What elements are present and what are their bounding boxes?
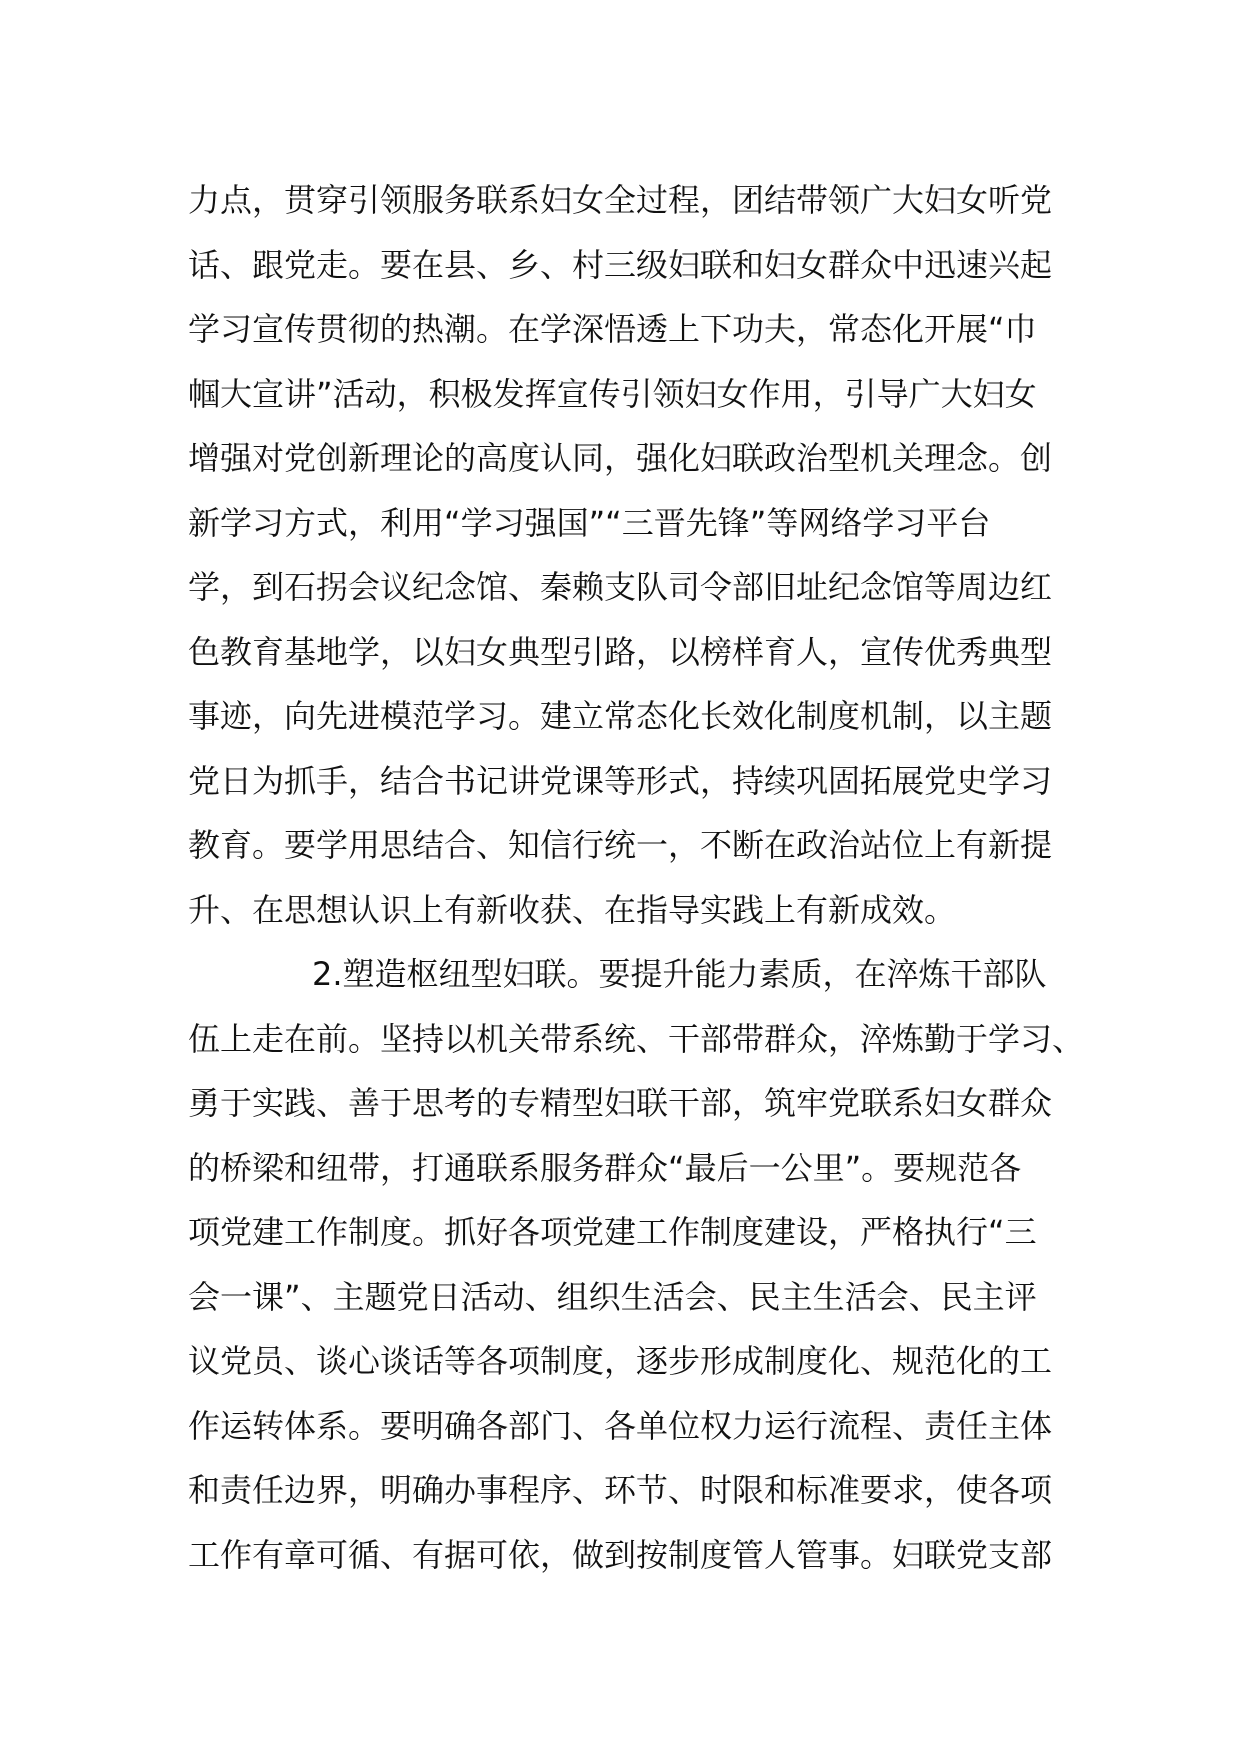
text-line: 工作有章可循、有据可依，做到按制度管人管事。妇联党支部	[188, 1535, 1053, 1574]
text-line: 力点，贯穿引领服务联系妇女全过程，团结带领广大妇女听党	[188, 181, 1053, 219]
text-line: 勇于实践、善于思考的专精型妇联干部，筑牢党联系妇女群众	[188, 1084, 1053, 1122]
text-line: 色教育基地学，以妇女典型引路，以榜样育人，宣传优秀典型	[188, 632, 1053, 671]
text-line: 作运转体系。要明确各部门、各单位权力运行流程、责任主体	[188, 1406, 1053, 1445]
text-line: 和责任边界，明确办事程序、环节、时限和标准要求，使各项	[188, 1471, 1053, 1509]
text-line: 项党建工作制度。抓好各项党建工作制度建设，严格执行“三	[188, 1213, 1037, 1251]
text-line: 伍上走在前。坚持以机关带系统、干部带群众，淬炼勤于学习、	[188, 1019, 1085, 1058]
text-line: 升、在思想认识上有新收获、在指导实践上有新成效。	[188, 890, 957, 929]
body-text	[188, 168, 1085, 1587]
text-line: 党日为抓手，结合书记讲党课等形式，持续巩固拓展党史学习	[188, 761, 1053, 800]
text-line: 教育。要学用思结合、知信行统一，不断在政治站位上有新提	[188, 826, 1053, 864]
text-line: 帼大宣讲”活动，积极发挥宣传引领妇女作用，引导广大妇女	[188, 374, 1037, 413]
text-line: 学习宣传贯彻的热潮。在学深悟透上下功夫，常态化开展“巾	[188, 310, 1037, 348]
text-line: 学，到石拐会议纪念馆、秦赖支队司令部旧址纪念馆等周边红	[188, 568, 1053, 606]
text-line: 话、跟党走。要在县、乡、村三级妇联和妇女群众中迅速兴起	[188, 245, 1053, 284]
text-line: 新学习方式，利用“学习强国”“三晋先锋”等网络学习平台	[188, 503, 991, 542]
paragraph-start-line: 2.塑造枢纽型妇联。要提升能力素质，在淬炼干部队	[312, 955, 1047, 993]
text-line: 增强对党创新理论的高度认同，强化妇联政治型机关理念。创	[188, 439, 1053, 477]
text-line: 的桥梁和纽带，打通联系服务群众“最后一公里”。要规范各	[188, 1148, 1022, 1187]
text-line: 事迹，向先进模范学习。建立常态化长效化制度机制，以主题	[188, 697, 1053, 735]
text-line: 议党员、谈心谈话等各项制度，逐步形成制度化、规范化的工	[188, 1342, 1053, 1380]
text-line: 会一课”、主题党日活动、组织生活会、民主生活会、民主评	[188, 1277, 1037, 1316]
